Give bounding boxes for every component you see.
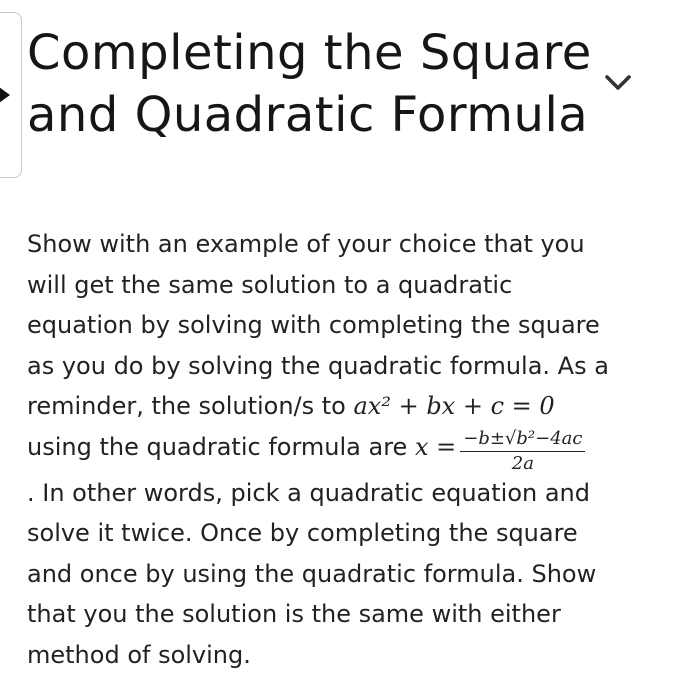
question-line: [27, 386, 667, 427]
formula-numerator: −b±√b²−4ac: [460, 428, 585, 452]
question-body: [27, 224, 667, 675]
question-line: and once by using the quadratic formula. Show: [27, 559, 597, 588]
question-line: equation by solving with completing the square: [27, 311, 600, 339]
quadratic-formula-fraction: [460, 428, 585, 475]
question-line: method of solving.: [27, 640, 251, 669]
question-line: Show with an example of your choice that you: [27, 230, 585, 258]
question-line: that you the solution is the same with either: [27, 600, 561, 628]
title-line-2: and Quadratic Formula: [27, 87, 589, 143]
question-line: [27, 427, 667, 473]
question-line: as you do by solving the quadratic formula. As a: [27, 351, 609, 380]
reminder-text: reminder, the solution/s to: [27, 392, 354, 420]
formula-denominator: 2a: [511, 452, 534, 474]
formula-lhs: x =: [414, 432, 457, 461]
chevron-down-icon[interactable]: [603, 72, 633, 94]
quadratic-equation: ax² + bx + c = 0: [353, 392, 555, 420]
caret-right-icon: [0, 87, 10, 103]
question-line: . In other words, pick a quadratic equation and: [27, 478, 590, 507]
page-title: [27, 22, 592, 146]
question-line: solve it twice. Once by completing the square: [27, 519, 578, 547]
formula-intro-text: using the quadratic formula are: [27, 432, 415, 461]
title-line-1: Completing the Square: [27, 25, 592, 81]
question-line: will get the same solution to a quadratic: [27, 270, 513, 299]
side-panel-toggle[interactable]: [0, 12, 22, 178]
